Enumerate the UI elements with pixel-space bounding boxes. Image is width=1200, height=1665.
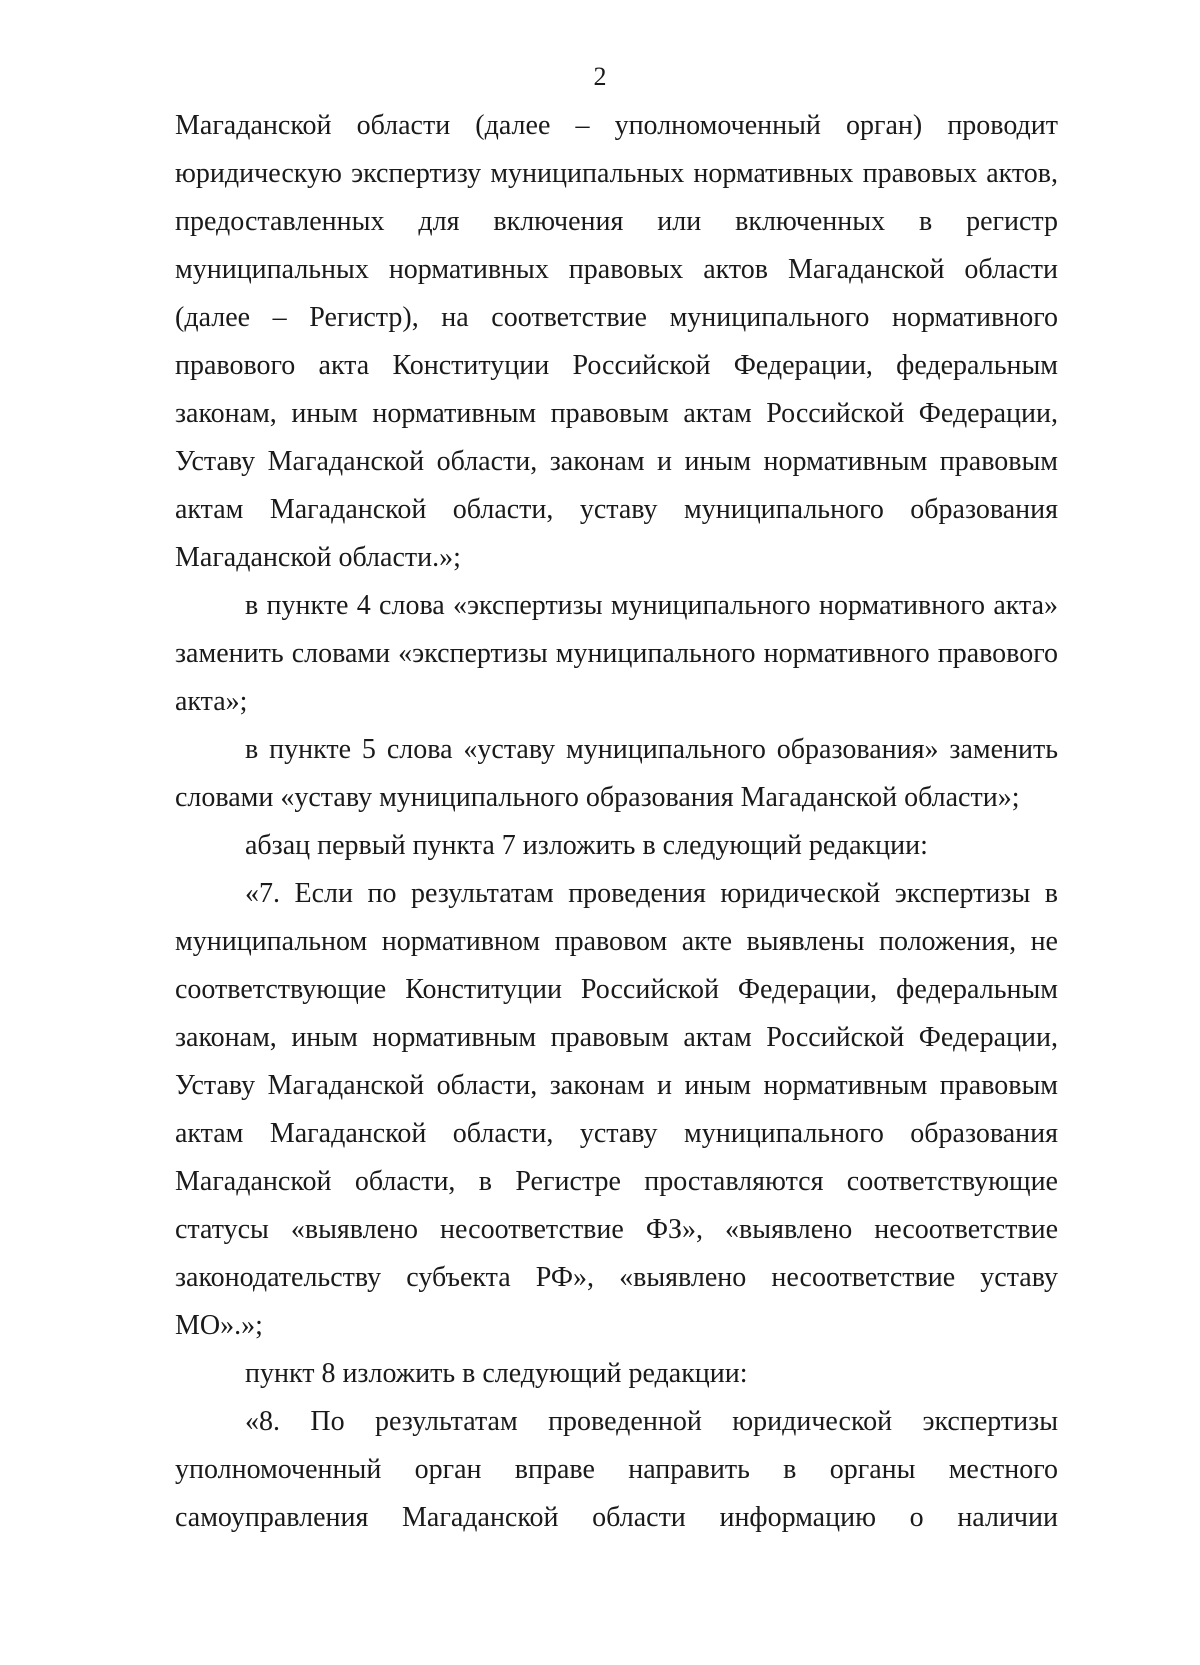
paragraph-item-8-text: «8. По результатам проведенной юридической экспертизы уполномоченный орган вправе направить в органы местного самоуправления Магаданской области информацию о наличии bbox=[175, 1406, 1058, 1533]
paragraph-item-8-intro: пункт 8 изложить в следующий редакции: bbox=[245, 1358, 748, 1389]
paragraph-item-5: в пункте 5 слова «уставу муниципального образования» заменить словами «уставу муниципального образования Магаданской области»; bbox=[175, 734, 1058, 813]
paragraph-continuation: Магаданской области (далее – уполномоченный орган) проводит юридическую экспертизу муниципальных нормативных правовых актов, предоставленных для включения или включенных в регистр муниципальных нормативных правовых актов Магаданской области (далее – Регистр), на соответствие муниципального нормативного правового акта Конституции Российской Федерации, федеральным законам, иным нормативным правовым актам Российской Федерации, Уставу Магаданской области, законам и иным нормативным правовым актам Магаданской области, уставу муниципального образования Магаданской области.»; bbox=[175, 110, 1058, 573]
document-body bbox=[175, 102, 1058, 1542]
paragraph-item-7-text: «7. Если по результатам проведения юридической экспертизы в муниципальном нормативном правовом акте выявлены положения, не соответствующие Конституции Российской Федерации, федеральным законам, иным нормативным правовым актам Российской Федерации, Уставу Магаданской области, законам и иным нормативным правовым актам Магаданской области, уставу муниципального образования Магаданской области, в Регистре проставляются соответствующие статусы «выявлено несоответствие ФЗ», «выявлено несоответствие законодательству субъекта РФ», «выявлено несоответствие уставу МО».»; bbox=[175, 878, 1058, 1341]
page-number: 2 bbox=[593, 62, 607, 91]
paragraph-item-7-intro: абзац первый пункта 7 изложить в следующий редакции: bbox=[245, 830, 928, 861]
paragraph-item-4: в пункте 4 слова «экспертизы муниципального нормативного акта» заменить словами «экспертизы муниципального нормативного правового акта»; bbox=[175, 590, 1058, 717]
